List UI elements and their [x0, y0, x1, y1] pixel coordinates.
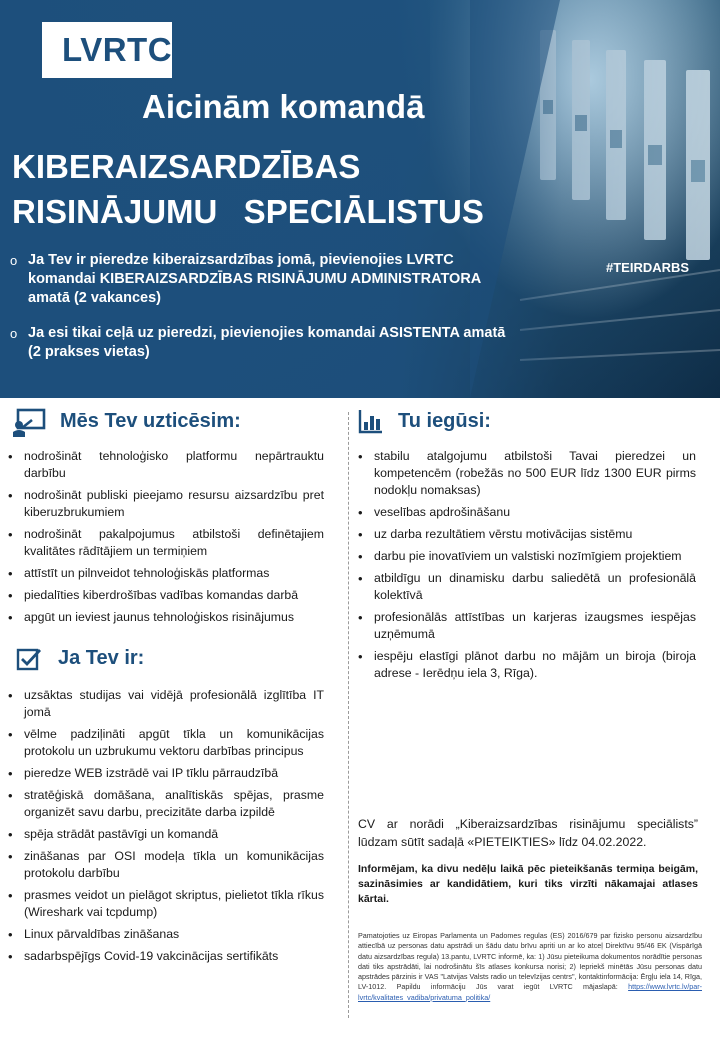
column-divider: [348, 412, 349, 1018]
title-line-2: RISINĀJUMU SPECIĀLISTUS: [12, 193, 484, 230]
list-item: • prasmes veidot un pielāgot skriptus, pielietot tīkla rīkus (Wireshark vai tcpdump): [8, 887, 324, 921]
list-item: • darbu pie inovatīviem un valstiski nozīmīgiem projektiem: [358, 548, 696, 565]
list-item: • atbildīgu un dinamisku darbu saliedētā un profesionālā kolektīvā: [358, 570, 696, 604]
hashtag: #TEIRDARBS: [606, 260, 690, 275]
list-item: • piedalīties kiberdrošības vadības komandas darbā: [8, 587, 324, 604]
offer-item: [10, 324, 520, 362]
trust-title: Mēs Tev uzticēsim:: [60, 410, 241, 432]
list-item: • spēja strādāt pastāvīgi un komandā: [8, 826, 324, 843]
gdpr-notice: [358, 931, 702, 1003]
list-item: • uzsāktas studijas vai vidējā profesionālā izglītība IT jomā: [8, 687, 324, 721]
presentation-icon: [12, 408, 46, 438]
list-item: • apgūt un ieviest jaunus tehnoloģiskos risinājumus: [8, 609, 324, 626]
list-item: • uz darba rezultātiem vērstu motivācijas sistēmu: [358, 526, 696, 543]
list-item: • pieredze WEB izstrādē vai IP tīklu pārraudzībā: [8, 765, 324, 782]
list-item: • nodrošināt tehnoloģisko platformu nepārtrauktu darbību: [8, 448, 324, 482]
selection-info: Informējam, ka divu nedēļu laikā pēc pieteikšanās termiņa beigām, sazināsimies ar kandidātiem, kuri tiks virzīti nākamajai atlases kārtai.: [358, 863, 698, 905]
offers-list: [10, 251, 520, 373]
offer-text: Ja esi tikai ceļā uz pieredzi, pievienojies komandai ASISTENTA amatā (2 prakses vietas): [28, 325, 506, 360]
bar-chart-icon: [358, 408, 384, 434]
headline: Aicinām komandā: [142, 88, 425, 125]
list-item: • vēlme padziļināti apgūt tīkla un komunikācijas protokolu un uzbrukumu vektoru darbības principus: [8, 726, 324, 760]
list-item: • zināšanas par OSI modeļa tīkla un komunikācijas protokolu darbību: [8, 848, 324, 882]
requirements-list: [8, 687, 324, 970]
gdpr-text: Pamatojoties uz Eiropas Parlamenta un Padomes regulas (ES) 2016/679 par fizisko personu aizsardzību attiecībā uz personas datu apstrādi un šādu datu brīvu apriti un ar ko atceļ Direktīvu 95/46 EK (Vispārīgā datu aizsardzības regula) 13.pantu, LVRTC informē, ka: 1) Jūsu pieteikuma dokumentos norādītie personas dati tiks apstrādāti, lai nodrošinātu šīs atlases konkursa norisi; 2) Iepriekš minētās Jūsu personas datu apstrādes pārzinis ir VAS "Latvijas Valsts radio un televīzijas centrs", kontaktinformācija: Ērgļu iela 14, Rīga, LV-1012. Papildu informāciju Jūs varat iegūt LVRTC mājaslapā:: [358, 931, 702, 992]
cv-instructions: CV ar norādi „Kiberaizsardzības risinājumu speciālists” lūdzam sūtīt sadaļā «PIETEIKTIES» līdz 04.02.2022.: [358, 817, 698, 849]
header-banner: [0, 0, 720, 398]
title-line-1: KIBERAIZSARDZĪBAS: [12, 148, 361, 185]
list-item: • Linux pārvaldības zināšanas: [8, 926, 324, 943]
list-item: • iespēju elastīgi plānot darbu no mājām un biroja (biroja adrese - Ierēdņu iela 3, Rīga).: [358, 648, 696, 682]
list-item: • stabilu atalgojumu atbilstoši Tavai pieredzei un kompetencēm (robežās no 500 EUR līdz 1300 EUR pirms nodokļu nomaksas): [358, 448, 696, 499]
checkbox-icon: [16, 646, 42, 672]
list-item: • sadarbspējīgs Covid-19 vakcinācijas sertifikāts: [8, 948, 324, 965]
benefits-list: [358, 448, 696, 687]
logo-text: LVRTC: [62, 31, 173, 68]
list-item: • nodrošināt publiski pieejamo resursu aizsardzību pret kiberuzbrukumiem: [8, 487, 324, 521]
list-item: • profesionālās attīstības un karjeras izaugsmes iespējas uzņēmumā: [358, 609, 696, 643]
list-item: • attīstīt un pilnveidot tehnoloģiskās platformas: [8, 565, 324, 582]
page-title: [12, 144, 512, 234]
list-item: • nodrošināt pakalpojumus atbilstoši definētajiem kvalitātes rādītājiem un termiņiem: [8, 526, 324, 560]
lvrtc-logo: [42, 22, 172, 78]
benefits-title: Tu iegūsi:: [398, 410, 491, 432]
circle-bullet: o: [10, 326, 18, 341]
list-item: • stratēģiskā domāšana, analītiskās spējas, prasme organizēt savu darbu, precizitāte darba izpildē: [8, 787, 324, 821]
privacy-policy-link[interactable]: https://www.lvrtc.lv/par-lvrtc/kvalitates_vadiba/privatuma_politika/: [358, 982, 702, 1002]
offer-text: Ja Tev ir pieredze kiberaizsardzības jomā, pievienojies LVRTC komandai KIBERAIZSARDZĪBAS RISINĀJUMU ADMINISTRATORA amatā (2 vakances): [28, 252, 481, 306]
circle-bullet: o: [10, 253, 18, 268]
offer-item: [10, 251, 520, 308]
requirements-title: Ja Tev ir:: [58, 647, 145, 669]
trust-list: [8, 448, 324, 631]
list-item: • veselības apdrošināšanu: [358, 504, 696, 521]
